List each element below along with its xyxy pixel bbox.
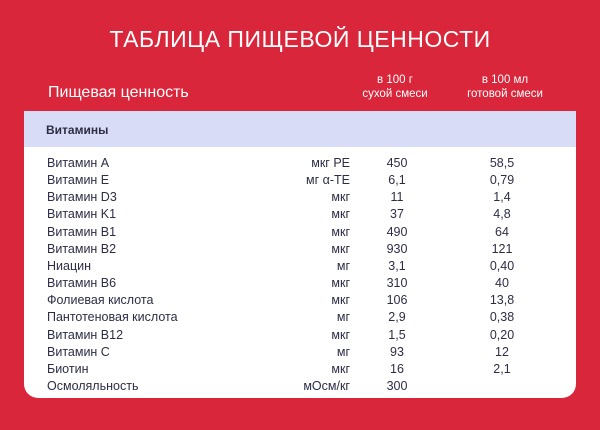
value-per-100g-dry: 2,9 bbox=[388, 310, 406, 325]
nutrient-unit: мг bbox=[336, 258, 350, 273]
table-row bbox=[24, 207, 576, 224]
nutrient-unit: мкг bbox=[331, 361, 350, 376]
nutrient-name: Витамин B12 bbox=[47, 327, 124, 342]
nutrient-unit: мкг bbox=[331, 241, 350, 256]
nutrient-name: Витамин K1 bbox=[47, 207, 117, 222]
value-per-100ml-ready: 2,1 bbox=[493, 361, 511, 376]
value-per-100ml-ready: 0,40 bbox=[489, 258, 515, 273]
table-row bbox=[24, 242, 576, 259]
nutrient-unit: мг bbox=[336, 344, 350, 359]
table-row bbox=[24, 225, 576, 242]
section-header bbox=[24, 111, 576, 147]
nutrient-unit: мкг bbox=[331, 190, 350, 205]
section-label-vitamins: Витамины bbox=[46, 123, 109, 137]
table-row bbox=[24, 328, 576, 345]
value-per-100g-dry: 450 bbox=[386, 156, 408, 170]
table-row bbox=[24, 379, 576, 396]
value-per-100g-dry: 16 bbox=[390, 361, 404, 376]
value-per-100g-dry: 3,1 bbox=[388, 258, 406, 273]
table-row bbox=[24, 259, 576, 276]
nutrient-name: Витамин B6 bbox=[47, 276, 117, 291]
value-per-100ml-ready: 4,8 bbox=[493, 207, 511, 222]
column-header-dry bbox=[340, 73, 450, 101]
value-per-100ml-ready: 13,8 bbox=[489, 293, 515, 308]
value-per-100g-dry: 490 bbox=[386, 224, 408, 239]
nutrient-name: Витамин C bbox=[47, 344, 110, 359]
nutrient-name: Осмоляльность bbox=[47, 378, 139, 393]
column-header-ready-line2: готовой смеси bbox=[467, 88, 543, 100]
table-row bbox=[24, 362, 576, 379]
nutrient-unit: мкг bbox=[331, 224, 350, 239]
table-row bbox=[24, 310, 576, 327]
column-header-dry-line1: в 100 г bbox=[377, 74, 413, 86]
nutrient-name: Пантотеновая кислота bbox=[47, 310, 178, 325]
nutrient-unit: мкг bbox=[331, 276, 350, 291]
value-per-100ml-ready: 0,79 bbox=[489, 173, 515, 188]
value-per-100g-dry: 300 bbox=[386, 378, 408, 393]
table-row bbox=[24, 345, 576, 362]
nutrition-header-label: Пищевая ценность bbox=[48, 84, 189, 101]
value-per-100g-dry: 93 bbox=[390, 344, 404, 359]
value-per-100ml-ready: 1,4 bbox=[493, 190, 511, 205]
nutrient-unit: мкг bbox=[331, 327, 350, 342]
value-per-100ml-ready: 58,5 bbox=[489, 156, 515, 170]
column-header-dry-line2: сухой смеси bbox=[362, 88, 428, 100]
nutrient-name: Витамин B1 bbox=[47, 224, 117, 239]
table-row bbox=[24, 156, 576, 173]
nutrient-unit: мг bbox=[336, 310, 350, 325]
nutrient-unit: мОсм/кг bbox=[303, 378, 350, 393]
nutrient-name: Витамин A bbox=[47, 156, 110, 170]
value-per-100g-dry: 310 bbox=[386, 276, 408, 291]
value-per-100g-dry: 37 bbox=[390, 207, 404, 222]
value-per-100ml-ready: 40 bbox=[495, 276, 509, 291]
value-per-100g-dry: 11 bbox=[390, 190, 404, 205]
value-per-100g-dry: 930 bbox=[386, 241, 408, 256]
nutrient-unit: мг α-ТЕ bbox=[306, 173, 350, 188]
table-row bbox=[24, 190, 576, 207]
table-row bbox=[24, 276, 576, 293]
column-header-ready-line1: в 100 мл bbox=[481, 74, 529, 86]
table-row bbox=[24, 173, 576, 190]
nutrient-name: Биотин bbox=[47, 361, 89, 376]
nutrient-name: Витамин E bbox=[47, 173, 110, 188]
value-per-100ml-ready: 0,38 bbox=[489, 310, 515, 325]
value-per-100g-dry: 6,1 bbox=[388, 173, 406, 188]
nutrient-name: Ниацин bbox=[47, 258, 92, 273]
nutrient-unit: мкг РЕ bbox=[311, 156, 350, 170]
table-row bbox=[24, 293, 576, 310]
nutrient-name: Фолиевая кислота bbox=[47, 293, 154, 308]
value-per-100g-dry: 1,5 bbox=[388, 327, 406, 342]
nutrient-name: Витамин B2 bbox=[47, 241, 117, 256]
value-per-100ml-ready: 12 bbox=[495, 344, 509, 359]
column-header-ready bbox=[450, 73, 560, 101]
value-per-100ml-ready: 0,20 bbox=[489, 327, 515, 342]
value-per-100ml-ready: 121 bbox=[491, 241, 513, 256]
value-per-100g-dry: 106 bbox=[386, 293, 408, 308]
nutrition-table bbox=[24, 111, 576, 398]
page-title: ТАБЛИЦА ПИЩЕВОЙ ЦЕННОСТИ bbox=[109, 26, 491, 52]
nutrient-unit: мкг bbox=[331, 293, 350, 308]
value-per-100ml-ready: 64 bbox=[495, 224, 509, 239]
nutrient-name: Витамин D3 bbox=[47, 190, 117, 205]
nutrient-unit: мкг bbox=[331, 207, 350, 222]
